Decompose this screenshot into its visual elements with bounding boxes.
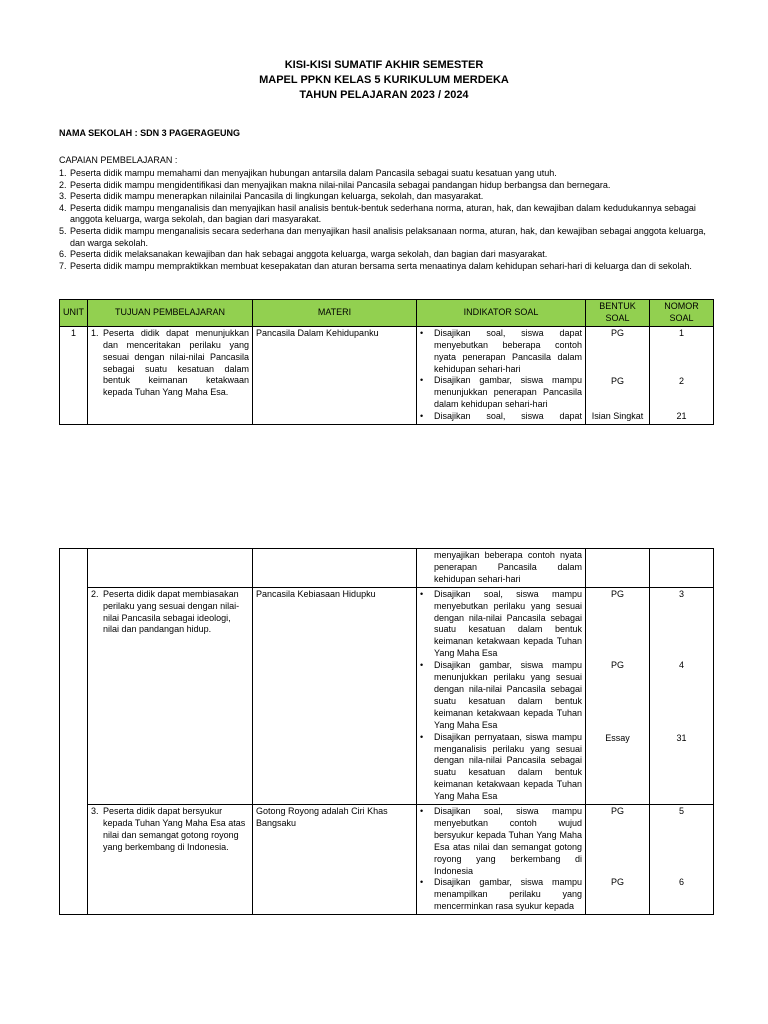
tujuan-number: 2.	[91, 588, 99, 599]
materi-cell	[253, 549, 417, 588]
table-row	[60, 805, 714, 915]
unit-cell	[60, 549, 88, 915]
capaian-item-text: Peserta didik mampu menganalisis secara sederhana dan menyajikan hasil analisis pelaksanaan norma, aturan, hak, dan kewajiban sebagai anggota keluarga, dan warga sekolah.	[70, 225, 706, 248]
bentuk-value: Essay	[605, 732, 630, 743]
capaian-item-text: Peserta didik mampu mempraktikkan membuat kesepakatan dan aturan bersama serta menaatinya dalam kehidupan sehari-hari di keluarga dan di sekolah.	[70, 260, 692, 271]
capaian-item-number: 1.	[59, 168, 67, 178]
tujuan-cell	[88, 587, 253, 804]
bullet-icon: •	[420, 731, 424, 742]
capaian-item-text: Peserta didik mampu mengidentifikasi dan menyajikan makna nilai-nilai Pancasila sebagai pandangan hidup berbangsa dan bernegara.	[70, 179, 611, 190]
capaian-item	[59, 261, 719, 273]
nomor-value: 1	[678, 327, 684, 338]
indikator-cell	[417, 326, 586, 424]
capaian-item	[59, 203, 719, 226]
nomor-value: 5	[678, 806, 684, 817]
table-row	[60, 326, 714, 424]
tujuan-cell	[88, 326, 253, 424]
capaian-item-number: 6.	[59, 249, 67, 260]
indikator-cell	[417, 587, 586, 804]
materi-cell: Pancasila Kebiasaan Hidupku	[253, 587, 417, 804]
materi-cell: Pancasila Dalam Kehidupanku	[253, 326, 417, 424]
header-indikator: INDIKATOR SOAL	[417, 300, 586, 327]
capaian-item-text: Peserta didik melaksanakan kewajiban dan hak sebagai anggota keluarga, warga sekolah, dan bagian dari masyarakat.	[70, 249, 548, 260]
indikator-item	[420, 375, 582, 411]
header-materi: MATERI	[253, 300, 417, 327]
capaian-item	[59, 249, 719, 261]
document-title-line-1: KISI-KISI SUMATIF AKHIR SEMESTER	[284, 59, 484, 71]
nomor-value: 4	[678, 659, 684, 670]
indikator-item	[420, 732, 582, 803]
indikator-item	[420, 589, 582, 660]
indikator-cell	[417, 805, 586, 915]
bentuk-value: PG	[610, 877, 624, 888]
indikator-text: Disajikan pernyataan, siswa mampu menganalisis perilaku yang sesuai dengan nila-nilai Pancasila sebagai suatu kesatuan dalam bentuk keimanan ketakwaan kepada Tuhan Yang Maha Esa	[434, 731, 582, 802]
table-row	[60, 549, 714, 588]
indikator-item	[420, 411, 582, 423]
tujuan-cell	[88, 549, 253, 588]
header-tujuan: TUJUAN PEMBELAJARAN	[88, 300, 253, 327]
kisi-kisi-table-page-1	[59, 299, 714, 425]
indikator-text: menyajikan beberapa contoh nyata penerapan Pancasila dalam kehidupan sehari-hari	[434, 550, 582, 584]
header-unit: UNIT	[60, 300, 88, 327]
header-bentuk: BENTUK SOAL	[586, 300, 650, 327]
bentuk-value: PG	[610, 327, 624, 338]
bullet-icon: •	[420, 411, 424, 422]
capaian-item	[59, 191, 719, 203]
indikator-item	[420, 877, 582, 913]
capaian-item-number: 4.	[59, 202, 67, 213]
capaian-item-number: 2.	[59, 179, 67, 190]
nomor-value: 31	[676, 732, 687, 743]
bentuk-cell	[586, 587, 650, 804]
tujuan-text: Peserta didik dapat bersyukur kepada Tuhan Yang Maha Esa atas nilai dan semangat gotong royong yang berkembang di Indonesia.	[103, 806, 246, 852]
indikator-text: Disajikan soal, siswa mampu menyebutkan contoh wujud bersyukur kepada Tuhan Yang Maha Esa atas nilai dan semangat gotong royong yang berkembang di Indonesia	[434, 806, 582, 876]
indikator-item	[420, 328, 582, 376]
bentuk-value: PG	[610, 659, 624, 670]
bullet-icon: •	[420, 588, 424, 599]
nomor-value: 2	[678, 375, 684, 386]
bullet-icon: •	[420, 660, 424, 671]
bentuk-cell	[586, 549, 650, 588]
nomor-cell	[650, 549, 714, 588]
indikator-text: Disajikan gambar, siswa mampu menunjukkan perilaku yang sesuai dengan nila-nilai Pancasila sebagai suatu kesatuan dalam bentuk keimanan ketakwaan kepada Tuhan Yang Maha Esa	[434, 660, 582, 730]
bentuk-cell	[586, 326, 650, 424]
indikator-text: Disajikan gambar, siswa mampu menampilkan perilaku yang mencerminkan rasa syukur kepada	[434, 877, 582, 912]
tujuan-text: Peserta didik dapat menunjukkan dan menceritakan perilaku yang sesuai dengan nilai-nilai Pancasila sebagai suatu kesatuan dalam bentuk keimanan ketakwaan kepada Tuhan Yang Maha Esa.	[103, 327, 249, 398]
header-nomor: NOMOR SOAL	[650, 300, 714, 327]
indikator-item	[420, 806, 582, 877]
capaian-title: CAPAIAN PEMBELAJARAN :	[59, 155, 178, 165]
indikator-text: Disajikan soal, siswa dapat	[434, 411, 582, 422]
nomor-value: 21	[676, 410, 687, 421]
capaian-item	[59, 226, 719, 249]
capaian-item-number: 7.	[59, 260, 67, 271]
nomor-cell	[650, 587, 714, 804]
nomor-value: 6	[678, 877, 684, 888]
bullet-icon: •	[420, 375, 424, 386]
bullet-icon: •	[420, 327, 424, 338]
capaian-list	[59, 168, 719, 272]
bentuk-value: PG	[610, 375, 624, 386]
nomor-cell	[650, 326, 714, 424]
indikator-cell	[417, 549, 586, 588]
indikator-text: Disajikan soal, siswa mampu menyebutkan perilaku yang sesuai dengan nila-nilai Pancasila sebagai suatu kesatuan dalam bentuk keimanan ketakwaan kepada Tuhan Yang Maha Esa	[434, 588, 582, 659]
materi-cell: Gotong Royong adalah Ciri Khas Bangsaku	[253, 805, 417, 915]
capaian-item-text: Peserta didik mampu menganalisis dan menyajikan hasil analisis bentuk-bentuk sederhana norma, aturan, hak, dan kewajiban dalam kedudukannya sebagai anggota keluarga, warga sekolah, dan bagian dari masyarakat.	[70, 202, 696, 225]
nomor-cell	[650, 805, 714, 915]
capaian-item-text: Peserta didik mampu memahami dan menyajikan hubungan antarsila dalam Pancasila sebagai suatu kesatuan yang utuh.	[70, 168, 557, 178]
indikator-text: Disajikan gambar, siswa mampu menunjukkan penerapan Pancasila dalam kehidupan sehari-hari	[434, 375, 582, 410]
capaian-item-text: Peserta didik mampu menerapkan nilainilai Pancasila di lingkungan keluarga, sekolah, dan masyarakat.	[70, 191, 484, 202]
nomor-value: 3	[678, 588, 684, 599]
bentuk-value: PG	[610, 806, 624, 817]
capaian-item	[59, 180, 719, 192]
bullet-icon: •	[420, 806, 424, 817]
bullet-icon: •	[420, 877, 424, 888]
indikator-item	[420, 660, 582, 731]
tujuan-number: 1.	[91, 327, 99, 338]
tujuan-cell	[88, 805, 253, 915]
indikator-text: Disajikan soal, siswa dapat menyebutkan beberapa contoh nyata penerapan Pancasila dalam kehidupan sehari-hari	[434, 327, 582, 374]
capaian-item	[59, 168, 719, 180]
school-name: NAMA SEKOLAH : SDN 3 PAGERAGEUNG	[59, 128, 241, 138]
document-title-line-2: MAPEL PPKN KELAS 5 KURIKULUM MERDEKA	[259, 74, 509, 86]
tujuan-text: Peserta didik dapat membiasakan perilaku yang sesuai dengan nilai-nilai Pancasila sebagai ideologi, nilai dan pandangan hidup.	[103, 588, 240, 635]
capaian-item-number: 5.	[59, 225, 67, 236]
bentuk-cell	[586, 805, 650, 915]
tujuan-number: 3.	[91, 806, 99, 817]
unit-cell: 1	[60, 326, 88, 424]
bentuk-value: Isian Singkat	[591, 410, 644, 421]
capaian-item-number: 3.	[59, 191, 67, 202]
document-title-line-3: TAHUN PELAJARAN 2023 / 2024	[299, 89, 469, 101]
table-row	[60, 587, 714, 804]
kisi-kisi-table-page-2	[59, 548, 714, 915]
bentuk-value: PG	[610, 588, 624, 599]
